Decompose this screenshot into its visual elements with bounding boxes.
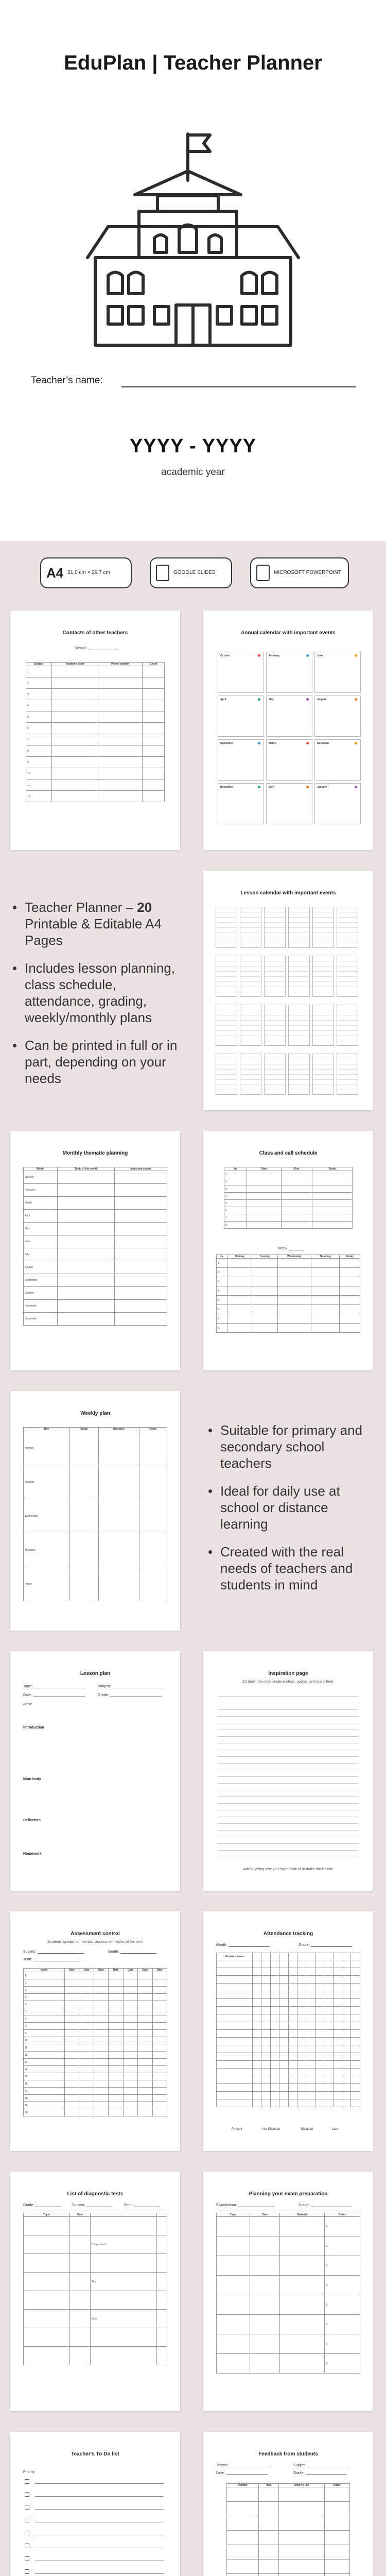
feature-list-1: [10, 899, 180, 1098]
format-slides-badge: [150, 557, 232, 588]
page-title: Feedback from students: [258, 2451, 318, 2457]
lesson-week-block: [337, 907, 358, 948]
page-subtitle: Students' grades for thematic assessment works of the term: [47, 1940, 143, 1944]
page-monthly-planning: [10, 1131, 180, 1370]
aims-field: Aims:: [23, 1703, 32, 1706]
grade-field: Grade:: [299, 1943, 352, 1947]
slides-label: GOOGLE SLIDES: [173, 570, 216, 575]
feature-item: • Suitable for primary and secondary school teachers: [206, 1422, 378, 1471]
cover-section: [0, 0, 386, 541]
teacher-name-rule: [121, 386, 356, 387]
slides-icon: [156, 565, 169, 581]
page-inspiration: [203, 1651, 373, 1891]
todo-line[interactable]: [35, 2496, 164, 2497]
section-homework: Homework: [23, 1852, 42, 1856]
lesson-week-block: [288, 1005, 310, 1046]
page-assessment: [10, 1911, 180, 2151]
lesson-week-block: [216, 1005, 237, 1046]
legend-late: Late: [332, 2128, 338, 2131]
teacher-name-label: Teacher’s name:: [31, 375, 103, 386]
todo-line[interactable]: [35, 2509, 164, 2510]
legend-not-excused: Not Excused: [262, 2128, 280, 2131]
academic-year-label: academic year: [161, 467, 225, 478]
theme-field: Theme:: [216, 2464, 271, 2467]
format-powerpoint-badge: [250, 557, 349, 588]
grade-field: Grade:: [108, 1950, 156, 1954]
todo-checkbox[interactable]: [25, 2544, 29, 2548]
priority-label: Priority: [23, 2470, 34, 2474]
lesson-week-block: [337, 1054, 358, 1095]
page-title: Attendance tracking: [263, 1931, 313, 1937]
feature-item: • Includes lesson planning, class schedule, attendance, grading, weekly/monthly plans: [10, 960, 180, 1026]
todo-checkbox[interactable]: [25, 2479, 29, 2484]
legend-excused: Excused: [301, 2128, 313, 2131]
section-main-body: Main body: [23, 1777, 41, 1781]
examination-field: Examination:: [216, 2204, 274, 2207]
lesson-week-block: [264, 907, 286, 948]
month-box: October: [218, 652, 264, 693]
todo-checkbox[interactable]: [25, 2505, 29, 2510]
call-schedule-table: № Start End Break 1. 2. 3. 4. 5. 6. 7. 8.: [224, 1167, 353, 1229]
page-title: Assessment control: [71, 1931, 120, 1937]
month-box: August: [314, 696, 361, 737]
term-field: Term:: [124, 2204, 160, 2207]
feature-item: • Can be printed in full or in part, depending on your needs: [10, 1037, 180, 1087]
page-title: List of diagnostic tests: [67, 2191, 124, 2197]
legend-present: Present: [232, 2128, 242, 2131]
page-exam-preparation: [203, 2172, 373, 2411]
a4-size: 21.0 cm × 29.7 cm: [67, 570, 110, 575]
page-title: Planning your exam preparation: [249, 2191, 328, 2197]
page-footnote: Add anything else you might think of to make the lesson!: [243, 1868, 334, 1871]
format-a4-badge: [40, 557, 132, 588]
todo-checkbox[interactable]: [25, 2531, 29, 2535]
lesson-week-block: [240, 1005, 261, 1046]
month-box: May: [266, 696, 312, 737]
feature-item: • Teacher Planner – 20 Printable & Editable A4 Pages: [10, 899, 180, 948]
subject-field: Subject:: [293, 2464, 349, 2467]
attendance-table: Student's name: [216, 1953, 360, 2107]
page-title: Inspiration page: [268, 1671, 308, 1676]
weekly-table: Day Grade Objective Notes Monday Tuesday Wednesday Thursday Friday: [23, 1427, 167, 1601]
assessment-table: Name Date Date Date Date Date Date Date 1. 2. 3. 4. 5. 6. 7. 8. 9. 10. 11. 12. 13. 14. 15. 16. 17. 18. 19. 20.: [23, 1968, 167, 2116]
powerpoint-label: MICROSOFT POWERPOINT: [274, 570, 341, 575]
a4-label: A4: [46, 565, 64, 581]
grade-field: Grade:: [299, 2204, 352, 2207]
page-title: Teacher's To-Do list: [71, 2451, 119, 2457]
teacher-name-field[interactable]: [31, 375, 360, 391]
page-title: Class and call schedule: [259, 1150, 318, 1156]
month-box: July: [266, 783, 312, 824]
lesson-week-block: [337, 1005, 358, 1046]
powerpoint-icon: [256, 565, 270, 581]
format-badges: [40, 557, 349, 588]
topic-field: Topic:: [23, 1685, 85, 1688]
month-box: June: [314, 652, 361, 693]
page-diagnostic-tests: [10, 2172, 180, 2411]
lesson-week-block: [216, 907, 237, 948]
month-box: September: [218, 739, 264, 781]
month-box: January: [314, 783, 361, 824]
todo-checkbox[interactable]: [25, 2492, 29, 2497]
month-box: December: [314, 739, 361, 781]
subject-field: Subject:: [72, 2204, 112, 2207]
page-attendance: [203, 1911, 373, 2151]
todo-line[interactable]: [35, 2483, 164, 2484]
month-box: April: [218, 696, 264, 737]
grade-field: Grade:: [23, 2204, 61, 2207]
lesson-week-block: [312, 1005, 334, 1046]
subject-field: Subject:: [98, 1685, 164, 1688]
feature-item: • Created with the real needs of teachers and students in mind: [206, 1544, 378, 1593]
school-building-icon: [77, 124, 309, 350]
diagnostic-table: Topic Date Chapter test Test Quiz: [23, 2213, 167, 2365]
todo-checkbox[interactable]: [25, 2556, 29, 2561]
page-title: Contacts of other teachers: [62, 630, 128, 636]
exam-table: Topic Date Material Notes 1. 2. 3. 4. 5. 6. 7. 8.: [216, 2213, 360, 2374]
monthly-table: Month Topic of the month Important events January February March April May June July August September October November December: [23, 1167, 167, 1326]
date-field: Date:: [23, 1693, 85, 1697]
page-title: Annual calendar with important events: [241, 630, 336, 636]
lesson-week-block: [337, 956, 358, 997]
month-box: February: [266, 652, 312, 693]
page-class-schedule: [203, 1131, 373, 1370]
page-annual-calendar: [203, 611, 373, 850]
lesson-week-block: [264, 1005, 286, 1046]
lesson-week-block: [312, 956, 334, 997]
page-lesson-plan: [10, 1651, 180, 1891]
lesson-week-block: [216, 956, 237, 997]
ruled-lines: [218, 1690, 359, 1860]
feature-item: • Ideal for daily use at school or distance learning: [206, 1483, 378, 1532]
month-field: Month:: [216, 1943, 270, 1947]
lesson-week-block: [264, 1054, 286, 1095]
month-box: November: [218, 783, 264, 824]
page-title: Lesson plan: [80, 1671, 111, 1676]
academic-years: YYYY - YYYY: [129, 435, 257, 457]
page-weekly-plan: [10, 1391, 180, 1631]
lesson-week-block: [288, 956, 310, 997]
lesson-week-block: [312, 1054, 334, 1095]
school-field: School:: [75, 647, 119, 650]
todo-checkbox[interactable]: [25, 2569, 29, 2574]
lesson-week-block: [312, 907, 334, 948]
term-field: Term:: [23, 1958, 80, 1961]
page-contacts: [10, 611, 180, 850]
page-todo-list: [10, 2432, 180, 2576]
page-lesson-calendar: [203, 871, 373, 1110]
lesson-week-block: [288, 907, 310, 948]
lesson-week-block: [240, 956, 261, 997]
feature-list-2: [206, 1422, 378, 1604]
page-feedback: [203, 2432, 373, 2576]
grade-field: Grade:: [293, 2471, 347, 2475]
lesson-week-block: [240, 907, 261, 948]
contacts-table: Subject Teacher's name Phone number E-mail 1. 2. 3. 4. 5. 6. 7. 8. 9. 10. 11. 12.: [26, 662, 165, 802]
todo-line[interactable]: [35, 2573, 164, 2574]
todo-checkbox[interactable]: [25, 2518, 29, 2522]
lesson-week-block: [216, 1054, 237, 1095]
page-title: Monthly thematic planning: [62, 1150, 128, 1156]
class-schedule-table: № Monday Tuesday Wednesday Thursday Friday 1. 2. 3. 4. 5. 6. 7. 8.: [216, 1255, 360, 1333]
month-box: March: [266, 739, 312, 781]
page-subtitle: Jot down the most creative ideas, quotes, and plans here:: [242, 1680, 335, 1684]
break-field: Break: [278, 1247, 304, 1250]
grade-field: Grade:: [98, 1693, 162, 1697]
feedback-table: Number Idea What I'd like Notes: [226, 2483, 350, 2576]
section-reflection: Reflection: [23, 1819, 41, 1822]
planner-title: EduPlan | Teacher Planner: [64, 52, 322, 74]
lesson-week-block: [240, 1054, 261, 1095]
date-field: Date:: [216, 2471, 268, 2475]
section-introduction: Introduction: [23, 1726, 44, 1730]
lesson-week-block: [264, 956, 286, 997]
subject-field: Subject:: [23, 1950, 84, 1954]
page-title: Lesson calendar with important events: [240, 890, 336, 896]
lesson-week-block: [288, 1054, 310, 1095]
page-title: Weekly plan: [80, 1411, 110, 1416]
